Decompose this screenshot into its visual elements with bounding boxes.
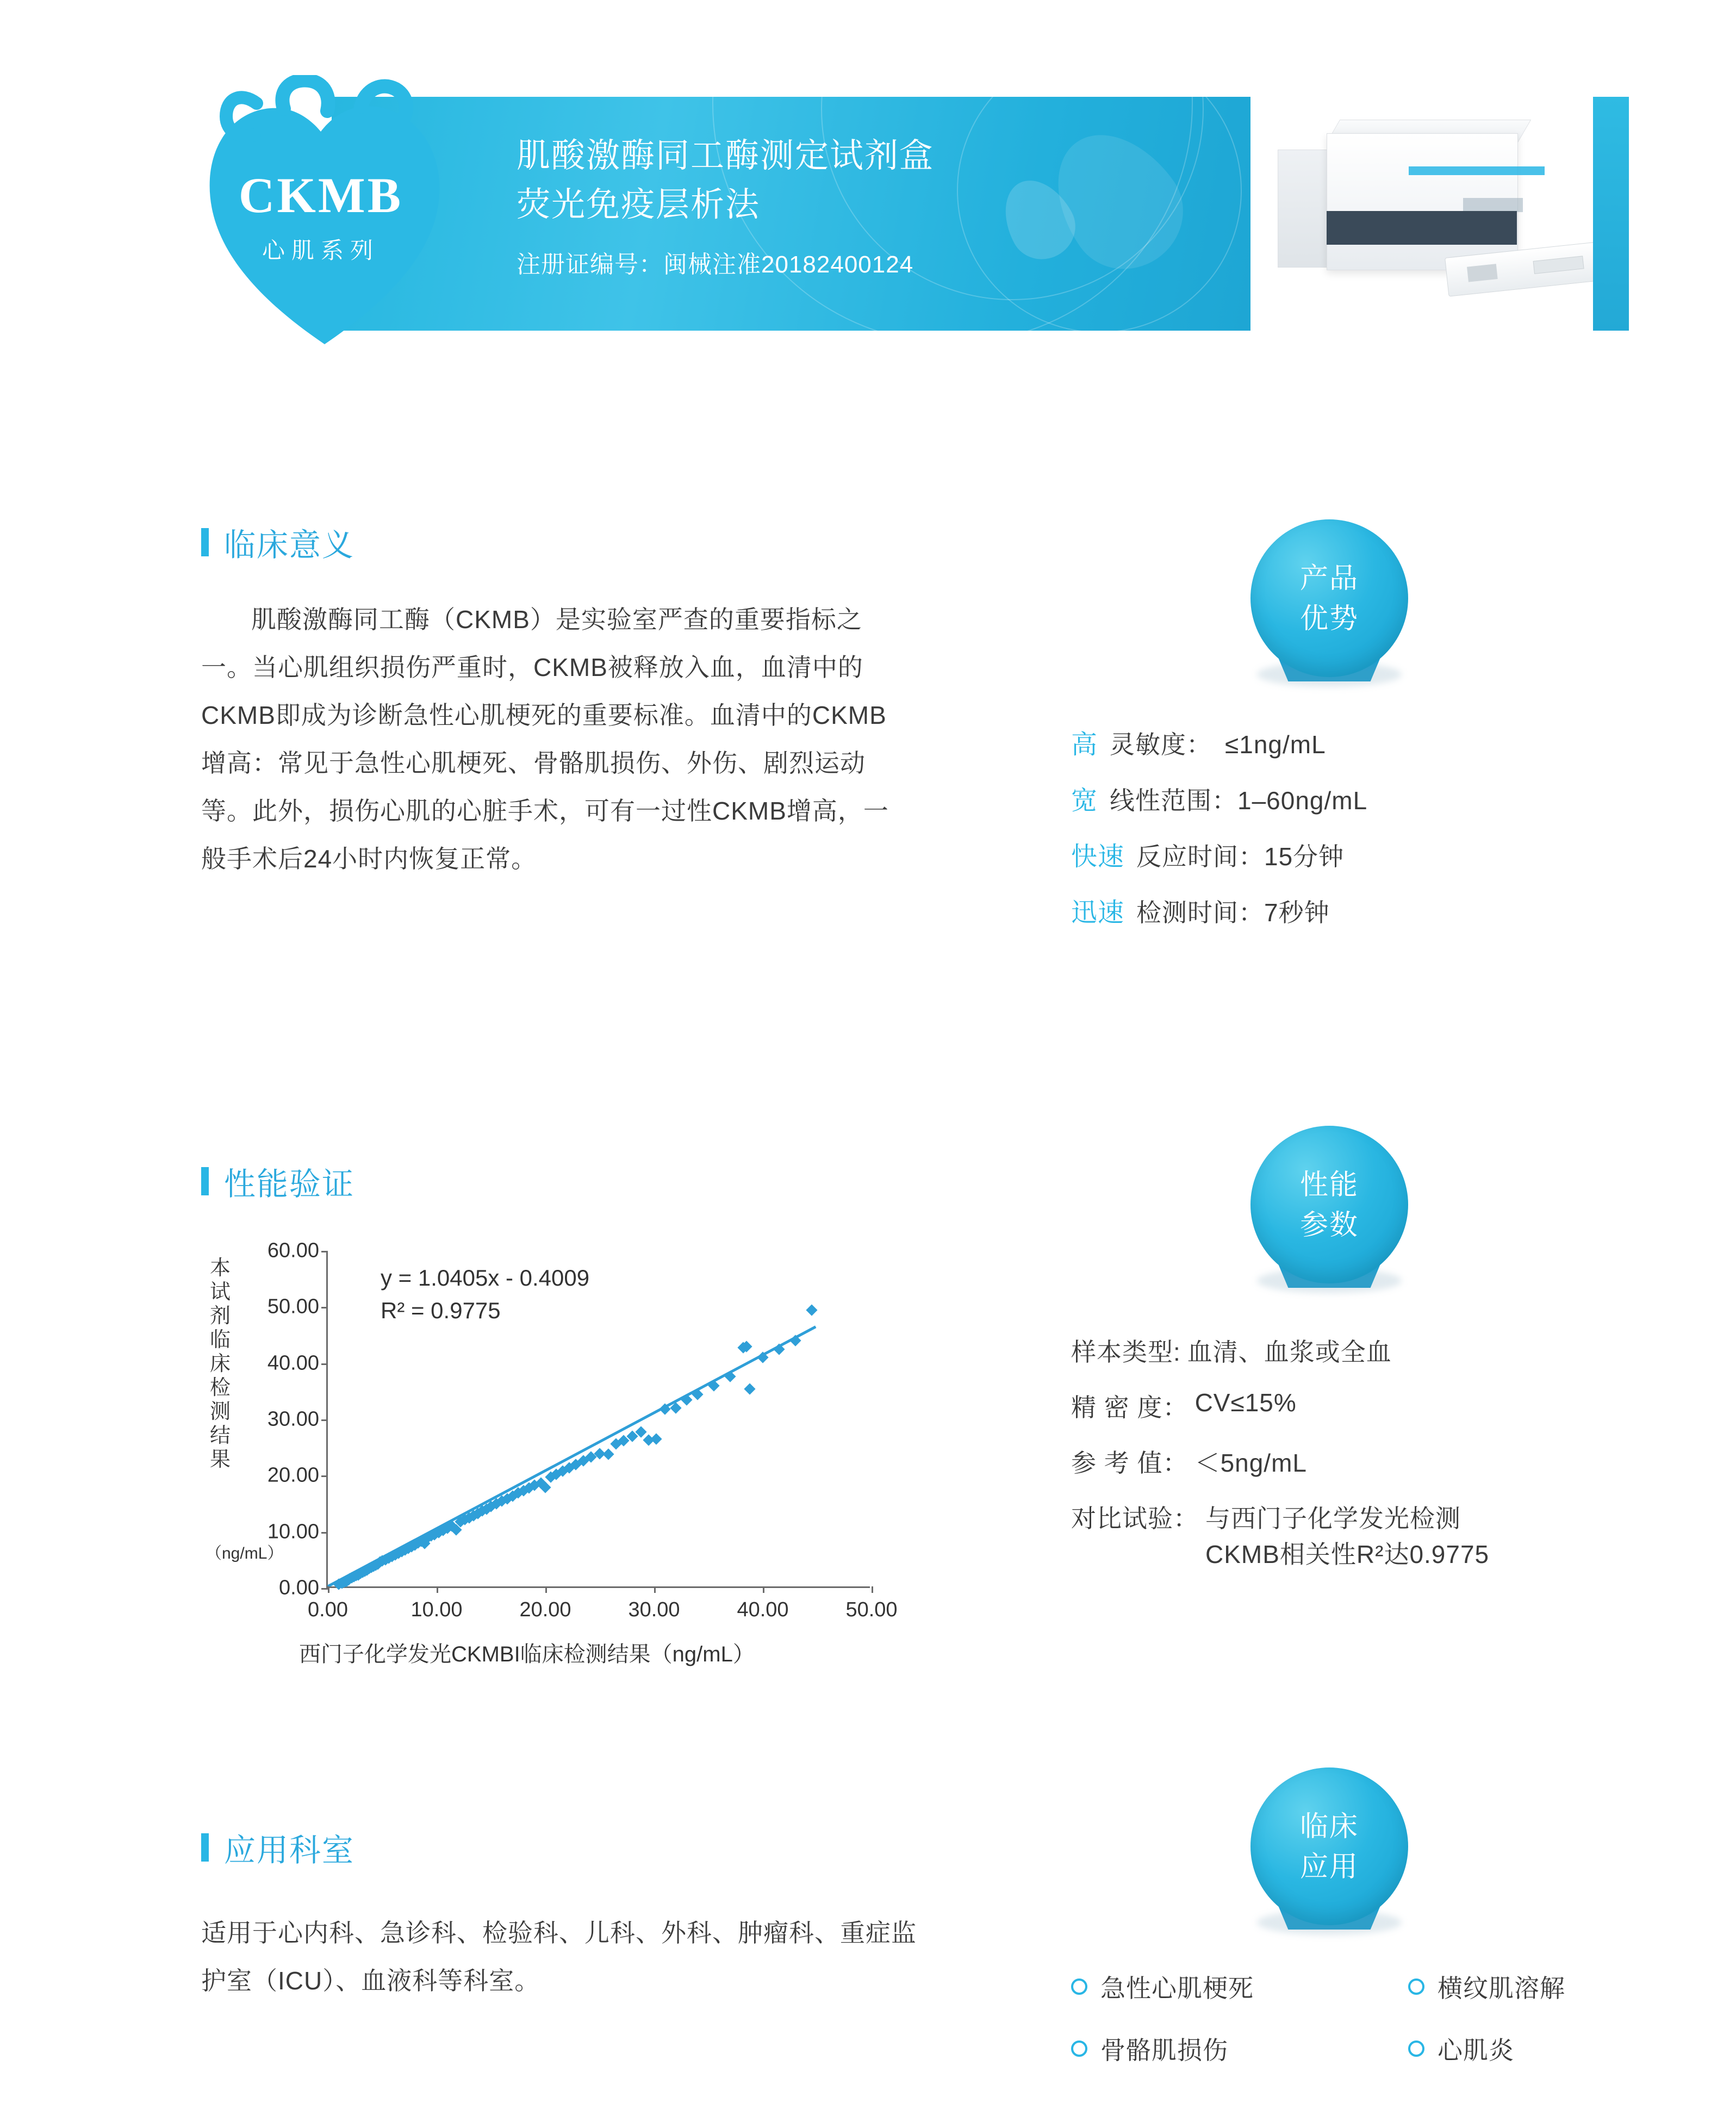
logo-ckmb-text: CKMB xyxy=(238,168,403,223)
parameter-key: 精 密 度： xyxy=(1071,1393,1189,1422)
parameter-value: 血清、血浆或全血 xyxy=(1187,1338,1392,1366)
list-item xyxy=(1071,1969,1408,2005)
advantage-value: 线性范围：1–60ng/mL xyxy=(1110,786,1368,815)
chart-y-tick-label: 50.00 xyxy=(267,1295,319,1318)
chart-y-tick-mark xyxy=(321,1363,328,1365)
chart-y-tick-label: 60.00 xyxy=(267,1239,319,1262)
parameter-key: 样本类型: xyxy=(1071,1338,1181,1366)
header-accent-strip xyxy=(1593,97,1629,331)
chart-x-tick-label: 0.00 xyxy=(308,1598,348,1621)
badge-product-advantage xyxy=(1250,519,1408,677)
section-heading-performance xyxy=(201,1158,354,1204)
chart-x-axis-label: 西门子化学发光CKMBI临床检测结果（ng/mL） xyxy=(299,1642,755,1666)
chart-x-tick-label: 40.00 xyxy=(737,1598,789,1621)
advantage-item xyxy=(1071,723,1367,761)
bullet-dot-icon xyxy=(1408,2040,1424,2057)
departments-body: 适用于心内科、急诊科、检验科、儿科、外科、肿瘤科、重症监护室（ICU）、血液科等科室。 xyxy=(201,1919,917,1995)
heading-accent-bar xyxy=(201,528,209,556)
chart-x-tick-mark xyxy=(545,1586,547,1593)
chart-x-tick-mark xyxy=(763,1586,764,1593)
advantage-key: 宽 xyxy=(1071,786,1098,815)
badge-label-line2: 优势 xyxy=(1299,603,1359,635)
badge-label-line2: 应用 xyxy=(1299,1851,1359,1883)
badge-label-line1: 临床 xyxy=(1299,1811,1359,1843)
product-title-line2: 荧光免疫层析法 xyxy=(517,186,761,224)
list-item xyxy=(1071,2031,1408,2067)
bullet-dot-icon xyxy=(1071,1978,1087,1995)
parameter-item xyxy=(1071,1499,1489,1571)
cassette-sample-window xyxy=(1467,264,1498,282)
chart-y-tick-mark xyxy=(321,1251,328,1252)
parameter-value xyxy=(1205,1499,1489,1571)
chart-x-tick-label: 30.00 xyxy=(628,1598,680,1621)
heart-logo xyxy=(179,33,484,370)
chart-plot-area xyxy=(267,1239,898,1621)
chart-y-tick-label: 40.00 xyxy=(267,1351,319,1375)
advantage-value: 反应时间：15分钟 xyxy=(1136,842,1345,871)
advantage-list xyxy=(1071,723,1367,947)
chart-y-tick-label: 0.00 xyxy=(279,1576,319,1599)
advantage-value: 灵敏度： ≤1ng/mL xyxy=(1110,730,1326,759)
heading-accent-bar xyxy=(201,1167,209,1195)
page-header xyxy=(0,0,1736,392)
chart-equation: y = 1.0405x - 0.4009 xyxy=(381,1265,590,1291)
chart-r2: R² = 0.9775 xyxy=(381,1298,501,1323)
bullet-dot-icon xyxy=(1408,1978,1424,1995)
chart-y-tick-label: 20.00 xyxy=(267,1463,319,1487)
parameter-value-line1: 与西门子化学发光检测 xyxy=(1205,1504,1461,1533)
chart-x-tick-mark xyxy=(437,1586,438,1593)
advantage-key: 高 xyxy=(1071,730,1098,759)
box-logo xyxy=(1463,198,1523,212)
box-dark-band xyxy=(1327,211,1517,245)
box-stripe xyxy=(1409,166,1545,175)
correlation-scatter-chart xyxy=(201,1240,919,1697)
parameter-value-line2: CKMB相关性R²达0.9775 xyxy=(1205,1540,1490,1568)
chart-fit-line xyxy=(328,1251,870,1586)
heading-text: 应用科室 xyxy=(224,1833,355,1868)
chart-y-tick-mark xyxy=(321,1475,328,1477)
parameter-key: 参 考 值： xyxy=(1071,1449,1189,1477)
chart-x-tick-mark xyxy=(872,1586,873,1593)
logo-series-text: 心肌系列 xyxy=(262,238,379,263)
registration-number: 注册证编号：闽械注准20182400124 xyxy=(517,251,914,278)
chart-y-tick-mark xyxy=(321,1307,328,1308)
kit-box xyxy=(1327,133,1518,270)
chart-y-tick-label: 30.00 xyxy=(267,1407,319,1431)
chart-y-tick-mark xyxy=(321,1532,328,1534)
list-item-label: 骨骼肌损伤 xyxy=(1100,2036,1228,2064)
badge-label-line1: 性能 xyxy=(1299,1169,1359,1201)
advantage-value: 检测时间：7秒钟 xyxy=(1136,898,1330,927)
chart-x-tick-mark xyxy=(328,1586,329,1593)
heading-text: 性能验证 xyxy=(224,1167,355,1202)
chart-x-tick-label: 10.00 xyxy=(410,1598,463,1621)
product-title-line1: 肌酸激酶同工酶测定试剂盒 xyxy=(517,137,935,175)
advantage-item xyxy=(1071,835,1367,873)
badge-clinical-application xyxy=(1250,1767,1408,1925)
chart-x-tick-label: 20.00 xyxy=(519,1598,571,1621)
advantage-item xyxy=(1071,891,1367,929)
heading-text: 临床意义 xyxy=(224,528,355,563)
parameter-item xyxy=(1071,1388,1489,1424)
badge-label-line2: 参数 xyxy=(1299,1210,1359,1241)
chart-x-tick-mark xyxy=(654,1586,656,1593)
chart-y-axis-label: 本试剂临床检测结果 xyxy=(209,1257,231,1471)
list-item-label: 横纹肌溶解 xyxy=(1438,1974,1565,2002)
badge-label xyxy=(1250,559,1408,639)
advantage-key: 迅速 xyxy=(1071,898,1125,927)
section-heading-clinical-meaning xyxy=(201,519,354,565)
heading-accent-bar xyxy=(201,1833,209,1862)
parameter-list xyxy=(1071,1332,1489,1590)
parameter-value: CV≤15% xyxy=(1194,1388,1297,1417)
box-side-panel xyxy=(1278,150,1331,268)
product-photo xyxy=(1267,109,1615,337)
chart-y-axis-unit: （ng/mL） xyxy=(206,1545,284,1562)
parameter-item xyxy=(1071,1443,1489,1479)
parameter-key: 对比试验： xyxy=(1071,1504,1199,1533)
chart-y-tick-label: 10.00 xyxy=(267,1520,319,1543)
bullet-dot-icon xyxy=(1071,2040,1087,2057)
badge-label xyxy=(1250,1165,1408,1245)
badge-label-line1: 产品 xyxy=(1299,563,1359,594)
list-item xyxy=(1408,2031,1713,2067)
clinical-meaning-body: 肌酸激酶同工酶（CKMB）是实验室严查的重要指标之一。当心肌组织损伤严重时，CKMB被释放入血，血清中的CKMB即成为诊断急性心肌梗死的重要标准。血清中的CKMB增高：常见于急性心肌梗死、骨骼肌损伤、外伤、剧烈运动等。此外，损伤心肌的心脏手术，可有一过性CKMB增高，一般手术后24小时内恢复正常。 xyxy=(201,605,889,873)
parameter-value: ＜5ng/mL xyxy=(1194,1449,1307,1477)
chart-x-tick-label: 50.00 xyxy=(845,1598,898,1621)
list-item xyxy=(1408,1969,1713,2005)
badge-performance-parameters xyxy=(1250,1126,1408,1283)
cassette-result-window xyxy=(1533,256,1584,274)
section-heading-departments xyxy=(201,1825,354,1870)
clinical-application-list xyxy=(1071,1969,1713,2067)
badge-label xyxy=(1250,1807,1408,1887)
parameter-item xyxy=(1071,1332,1489,1368)
list-item-label: 心肌炎 xyxy=(1438,2036,1514,2064)
advantage-item xyxy=(1071,779,1367,817)
list-item-label: 急性心肌梗死 xyxy=(1100,1974,1254,2002)
chart-y-tick-mark xyxy=(321,1588,328,1590)
advantage-key: 快速 xyxy=(1071,842,1125,871)
chart-y-tick-mark xyxy=(321,1419,328,1421)
